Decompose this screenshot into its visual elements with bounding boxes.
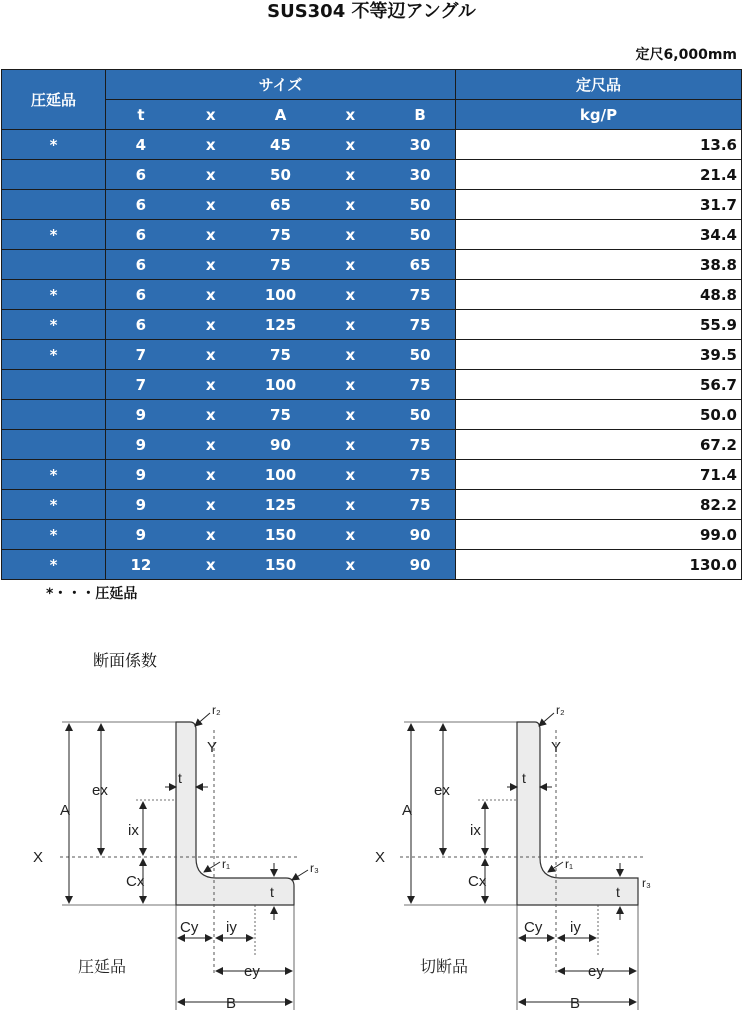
dim-t: 6 — [135, 255, 147, 274]
header-rolled: 圧延品 — [2, 70, 106, 130]
dim-a: 100 — [264, 375, 297, 394]
dim-x: x — [345, 375, 356, 394]
dim-b: 50 — [409, 195, 431, 214]
weight-cell: 56.7 — [456, 370, 742, 400]
label-t: t — [522, 770, 526, 786]
dim-t: 7 — [135, 375, 147, 394]
dim-x: x — [205, 315, 216, 334]
rolled-angle-diagram — [33, 703, 319, 1012]
dim-t: 6 — [135, 165, 147, 184]
dim-b: 75 — [409, 315, 431, 334]
size-cell — [106, 430, 456, 460]
dim-x: x — [345, 345, 356, 364]
label-ex: ex — [434, 782, 450, 799]
label-t: t — [616, 884, 620, 900]
dim-t: 9 — [135, 465, 147, 484]
dim-b: 75 — [409, 495, 431, 514]
dim-x: x — [205, 195, 216, 214]
table-row — [2, 280, 742, 310]
weight-cell: 99.0 — [456, 520, 742, 550]
weight-cell: 130.0 — [456, 550, 742, 580]
header-size: サイズ — [106, 70, 456, 100]
label-b: B — [226, 995, 237, 1012]
table-row — [2, 490, 742, 520]
dim-b: 65 — [409, 255, 431, 274]
dim-t: 9 — [135, 435, 147, 454]
dim-t: 6 — [135, 315, 147, 334]
subheader-x: x — [205, 105, 216, 124]
rolled-mark-cell: * — [2, 460, 106, 490]
dim-b: 30 — [409, 165, 431, 184]
rolled-mark-cell — [2, 400, 106, 430]
dim-x: x — [205, 375, 216, 394]
dim-t: 6 — [135, 195, 147, 214]
cross-section-diagrams — [0, 680, 743, 1016]
weight-cell: 38.8 — [456, 250, 742, 280]
size-cell — [106, 160, 456, 190]
size-cell — [106, 520, 456, 550]
cut-angle-diagram — [375, 703, 651, 1012]
size-cell — [106, 400, 456, 430]
table-row — [2, 340, 742, 370]
angle-spec-table — [1, 69, 742, 580]
dim-b: 75 — [409, 375, 431, 394]
label-x-axis: X — [375, 849, 386, 866]
table-row — [2, 310, 742, 340]
dim-a: 100 — [264, 285, 297, 304]
table-row — [2, 400, 742, 430]
table-row — [2, 220, 742, 250]
rolled-mark-cell: * — [2, 130, 106, 160]
label-ey: ey — [588, 963, 604, 980]
dim-b: 75 — [409, 435, 431, 454]
dim-x: x — [205, 465, 216, 484]
dim-a: 75 — [270, 225, 291, 244]
weight-cell: 50.0 — [456, 400, 742, 430]
subheader-unit: kg/P — [456, 100, 742, 130]
dim-x: x — [205, 495, 216, 514]
weight-cell: 55.9 — [456, 310, 742, 340]
label-b: B — [570, 995, 581, 1012]
size-cell — [106, 280, 456, 310]
dim-x: x — [345, 435, 356, 454]
table-row — [2, 250, 742, 280]
page-title: SUS304 不等辺アングル — [267, 1, 476, 22]
label-ex: ex — [92, 782, 108, 799]
dim-x: x — [205, 255, 216, 274]
size-cell — [106, 370, 456, 400]
label-ix: ix — [470, 822, 481, 839]
dim-a: 100 — [264, 465, 297, 484]
dim-x: x — [345, 135, 356, 154]
dim-t: 6 — [135, 285, 147, 304]
dim-x: x — [205, 525, 216, 544]
rolled-mark-cell: * — [2, 550, 106, 580]
table-row — [2, 460, 742, 490]
rolled-mark-cell — [2, 160, 106, 190]
label-r2: r₂ — [556, 703, 565, 717]
section-title: 断面係数 — [93, 651, 158, 670]
standard-length-note: 定尺6,000mm — [635, 47, 737, 63]
dim-t: 9 — [135, 405, 147, 424]
dim-t: 12 — [130, 555, 152, 574]
header-stock: 定尺品 — [456, 70, 742, 100]
label-t: t — [178, 770, 182, 786]
dim-t: 4 — [135, 135, 147, 154]
table-row — [2, 130, 742, 160]
dim-x: x — [345, 165, 356, 184]
dim-x: x — [205, 285, 216, 304]
rolled-mark-cell: * — [2, 280, 106, 310]
size-subheader — [106, 100, 456, 130]
dim-t: 9 — [135, 495, 147, 514]
weight-cell: 82.2 — [456, 490, 742, 520]
dim-a: 75 — [270, 345, 291, 364]
dim-a: 125 — [264, 315, 297, 334]
dim-x: x — [205, 135, 216, 154]
dim-x: x — [205, 165, 216, 184]
dim-x: x — [205, 405, 216, 424]
dim-x: x — [345, 555, 356, 574]
table-row — [2, 370, 742, 400]
subheader-t: t — [137, 105, 145, 124]
label-r1: r₁ — [565, 857, 574, 871]
label-iy: iy — [226, 919, 237, 936]
weight-cell: 13.6 — [456, 130, 742, 160]
label-cx: Cx — [468, 873, 487, 890]
rolled-mark-cell: * — [2, 220, 106, 250]
dim-x: x — [205, 435, 216, 454]
weight-cell: 34.4 — [456, 220, 742, 250]
size-cell — [106, 340, 456, 370]
label-cy: Cy — [180, 919, 199, 936]
dim-a: 50 — [270, 165, 291, 184]
label-r1: r₁ — [222, 857, 231, 871]
dim-x: x — [345, 525, 356, 544]
dim-t: 9 — [135, 525, 147, 544]
footnote: *・・・圧延品 — [46, 586, 138, 602]
subheader-x: x — [345, 105, 356, 124]
dim-t: 7 — [135, 345, 147, 364]
label-r3: r₃ — [310, 861, 319, 875]
size-cell — [106, 550, 456, 580]
rolled-mark-cell: * — [2, 490, 106, 520]
dim-x: x — [205, 225, 216, 244]
dim-b: 50 — [409, 345, 431, 364]
dim-x: x — [345, 255, 356, 274]
dim-b: 75 — [409, 465, 431, 484]
label-r2: r₂ — [212, 703, 221, 717]
dim-t: 6 — [135, 225, 147, 244]
rolled-mark-cell — [2, 370, 106, 400]
rolled-mark-cell — [2, 190, 106, 220]
size-cell — [106, 250, 456, 280]
label-y-axis: Y — [207, 739, 218, 756]
dim-x: x — [345, 285, 356, 304]
table-row — [2, 430, 742, 460]
table-row — [2, 190, 742, 220]
dim-b: 50 — [409, 225, 431, 244]
table-row — [2, 520, 742, 550]
rolled-angle-shape — [176, 722, 294, 905]
dim-x: x — [345, 315, 356, 334]
dim-a: 150 — [264, 555, 297, 574]
rolled-mark-cell — [2, 430, 106, 460]
dim-a: 125 — [264, 495, 297, 514]
label-t: t — [270, 884, 274, 900]
weight-cell: 67.2 — [456, 430, 742, 460]
label-r3: r₃ — [642, 876, 651, 890]
dim-x: x — [205, 555, 216, 574]
dim-b: 75 — [409, 285, 431, 304]
dim-a: 75 — [270, 405, 291, 424]
size-cell — [106, 490, 456, 520]
dim-b: 90 — [409, 555, 431, 574]
dim-b: 30 — [409, 135, 431, 154]
table-row — [2, 160, 742, 190]
label-ey: ey — [244, 963, 260, 980]
weight-cell: 31.7 — [456, 190, 742, 220]
dim-a: 65 — [270, 195, 291, 214]
label-iy: iy — [570, 919, 581, 936]
subheader-b: B — [414, 105, 426, 124]
dim-a: 75 — [270, 255, 291, 274]
dim-x: x — [345, 465, 356, 484]
dim-b: 50 — [409, 405, 431, 424]
weight-cell: 39.5 — [456, 340, 742, 370]
label-cy: Cy — [524, 919, 543, 936]
dim-x: x — [345, 495, 356, 514]
dim-a: 150 — [264, 525, 297, 544]
weight-cell: 21.4 — [456, 160, 742, 190]
dim-a: 45 — [270, 135, 291, 154]
rolled-mark-cell: * — [2, 340, 106, 370]
rolled-mark-cell: * — [2, 520, 106, 550]
label-cx: Cx — [126, 873, 145, 890]
label-x-axis: X — [33, 849, 44, 866]
rolled-caption: 圧延品 — [78, 959, 127, 976]
table-row — [2, 550, 742, 580]
rolled-mark-cell: * — [2, 310, 106, 340]
label-ix: ix — [128, 822, 139, 839]
rolled-mark-cell — [2, 250, 106, 280]
dim-a: 90 — [270, 435, 291, 454]
label-y-axis: Y — [551, 739, 562, 756]
cut-caption: 切断品 — [420, 959, 469, 976]
dim-x: x — [205, 345, 216, 364]
size-cell — [106, 460, 456, 490]
size-cell — [106, 130, 456, 160]
size-cell — [106, 220, 456, 250]
label-a: A — [402, 802, 413, 819]
dim-b: 90 — [409, 525, 431, 544]
size-cell — [106, 310, 456, 340]
cut-angle-shape — [517, 722, 638, 905]
dim-x: x — [345, 225, 356, 244]
weight-cell: 48.8 — [456, 280, 742, 310]
dim-x: x — [345, 195, 356, 214]
weight-cell: 71.4 — [456, 460, 742, 490]
size-cell — [106, 190, 456, 220]
label-a: A — [60, 802, 71, 819]
subheader-a: A — [274, 105, 287, 124]
dim-x: x — [345, 405, 356, 424]
